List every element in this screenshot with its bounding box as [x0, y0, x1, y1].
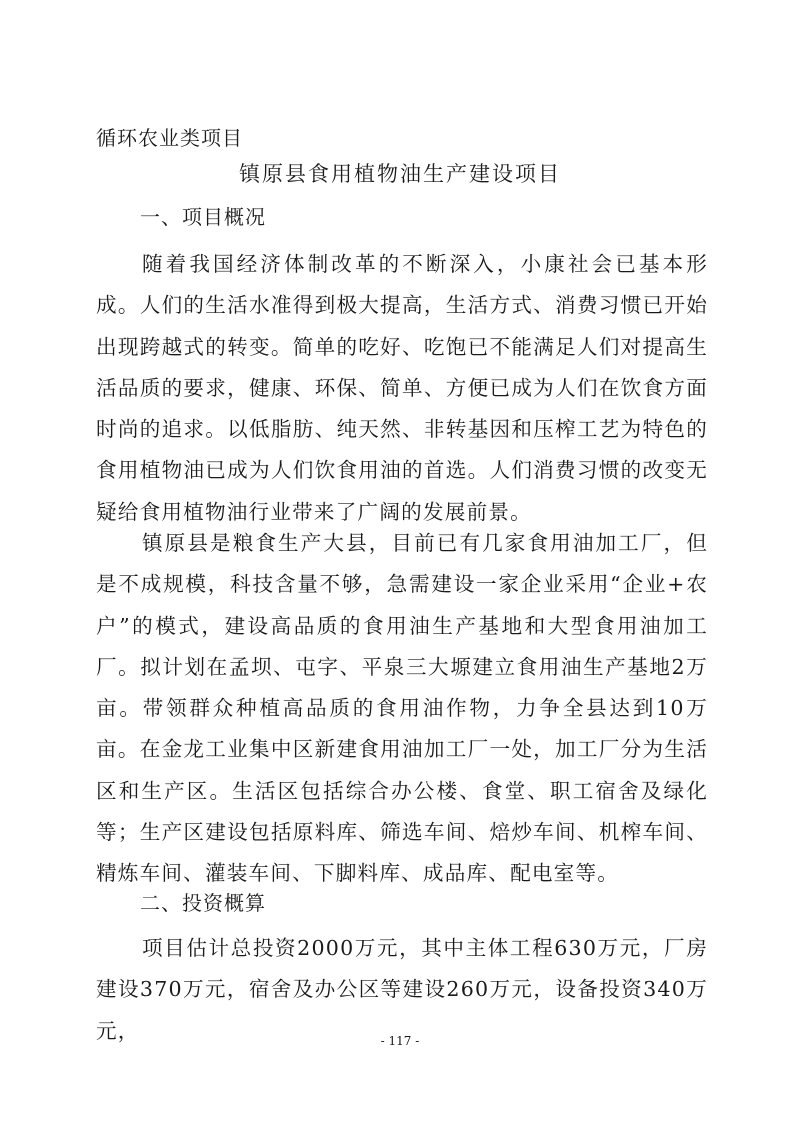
project-title: 镇原县食用植物油生产建设项目: [239, 162, 561, 186]
overview-paragraph-2: 镇原县是粮食生产大县，目前已有几家食用油加工厂，但是不成规模，科技含量不够，急需建设一家企业采用“企业+农户”的模式，建设高品质的食用油生产基地和大型食用油加工厂。拟计划在孟坝、屯字、平泉三大塬建立食用油生产基地2万亩。带领群众种植高品质的食用油作物，力争全县达到10万亩。在金龙工业集中区新建食用油加工厂一处，加工厂分为生活区和生产区。生活区包括综合办公楼、食堂、职工宿舍及绿化等；生产区建设包括原料库、筛选车间、焙炒车间、机榨车间、精炼车间、灌装车间、下脚料库、成品库、配电室等。: [96, 531, 708, 886]
section-heading-investment: 二、投资概算: [140, 891, 266, 915]
project-category: 循环农业类项目: [96, 126, 243, 150]
section-heading-overview: 一、项目概况: [140, 205, 266, 229]
investment-paragraph-1: 项目估计总投资2000万元，其中主体工程630万元，厂房建设370万元，宿舍及办公区等建设260万元，设备投资340万元，: [96, 936, 708, 1043]
page-number: - 117 -: [380, 1034, 420, 1048]
overview-paragraph-1: 随着我国经济体制改革的不断深入，小康社会已基本形成。人们的生活水准得到极大提高，生活方式、消费习惯已开始出现跨越式的转变。简单的吃好、吃饱已不能满足人们对提高生活品质的要求，健康、环保、简单、方便已成为人们在饮食方面时尚的追求。以低脂肪、纯天然、非转基因和压榨工艺为特色的食用植物油已成为人们饮食用油的首选。人们消费习惯的改变无疑给食用植物油行业带来了广阔的发展前景。: [96, 252, 708, 524]
